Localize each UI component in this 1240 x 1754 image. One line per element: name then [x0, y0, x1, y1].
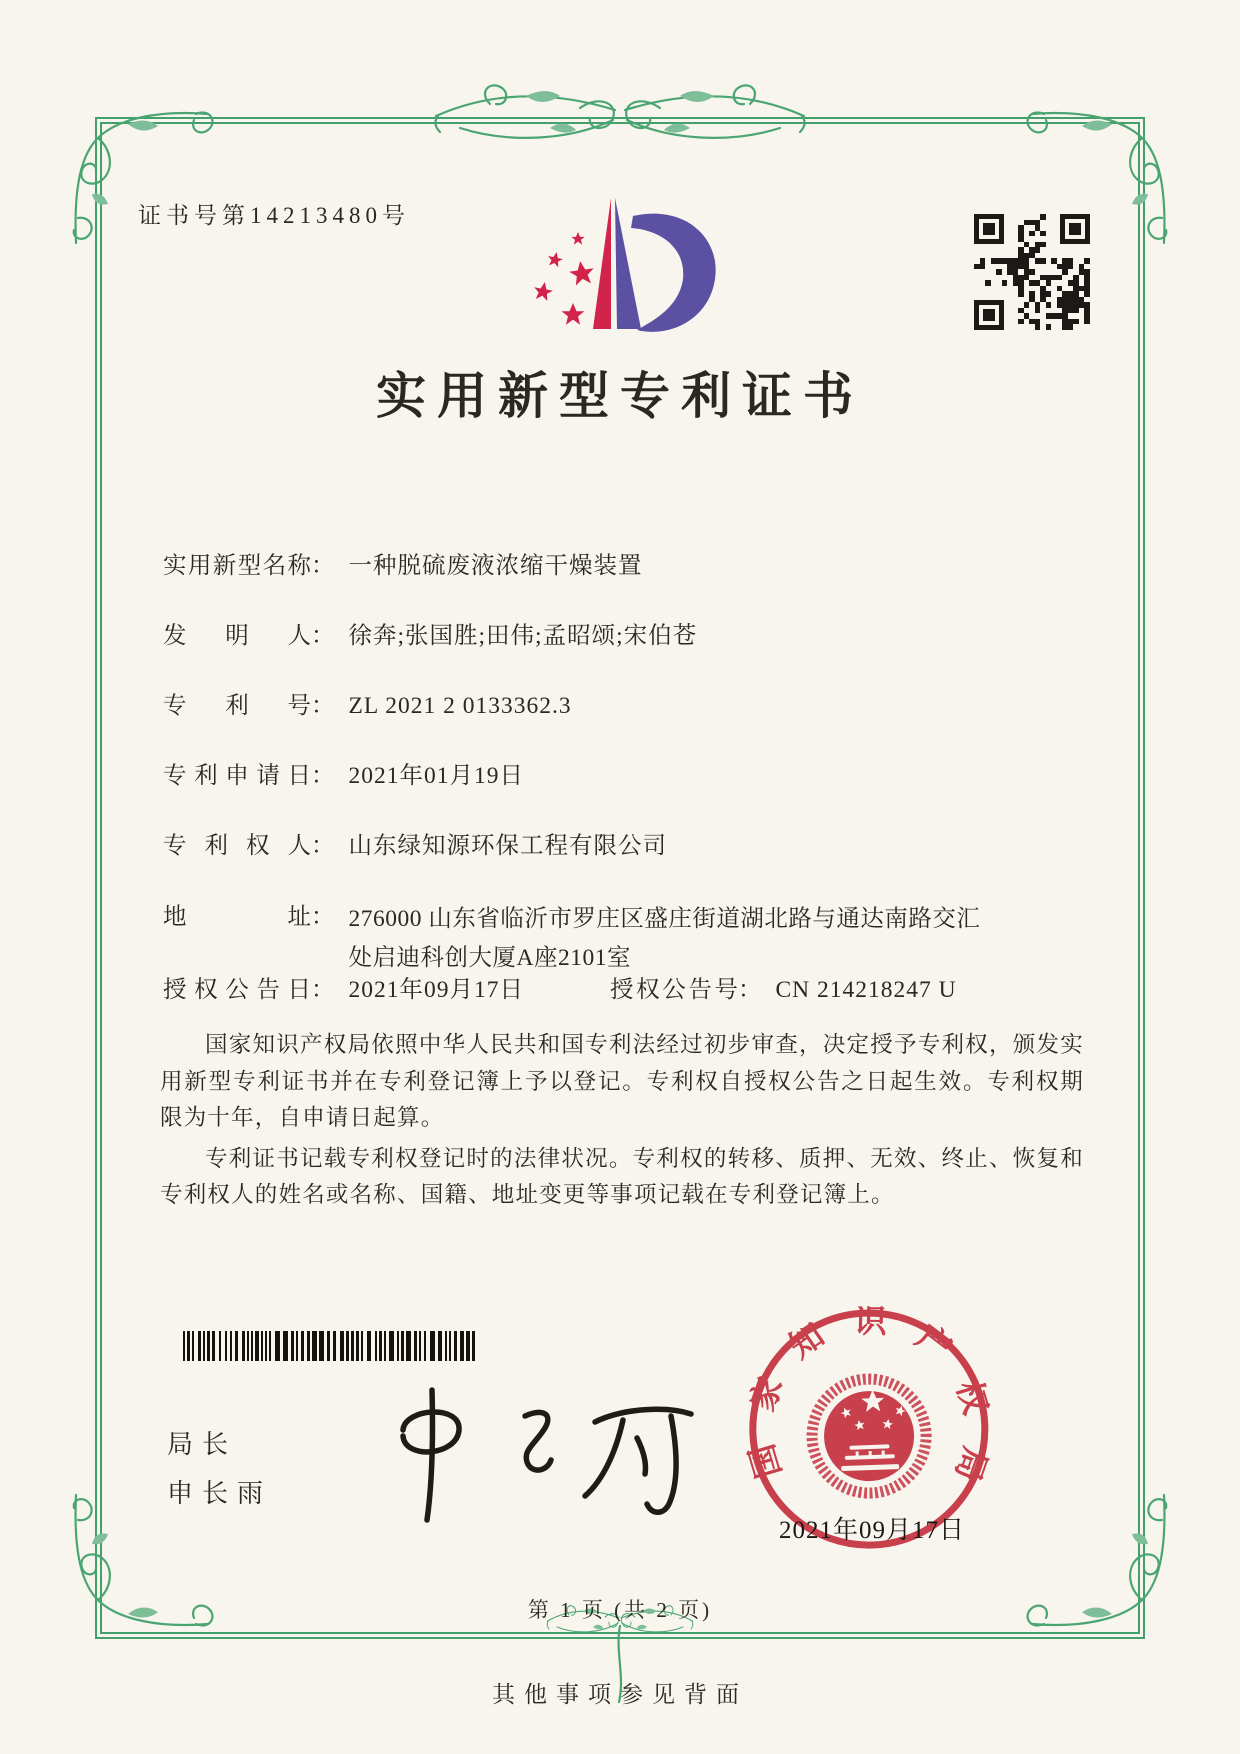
- legal-text: [160, 1027, 1084, 1218]
- seal-text: 国家知识产权局: [744, 1303, 994, 1488]
- field-label: 专利权人: [163, 833, 311, 859]
- field-value: 2021年09月17日: [348, 977, 524, 1003]
- field-label: 授权公告号: [610, 977, 738, 1003]
- field-colon: ：: [311, 977, 335, 1003]
- qr-finder-icon: [974, 300, 1004, 330]
- field-filing-date: [163, 759, 524, 793]
- field-label: 发明人: [163, 623, 311, 649]
- qr-code: [974, 214, 1090, 330]
- field-utility-model-name: [163, 549, 643, 583]
- field-inventors: [163, 619, 697, 653]
- certificate-number: 证书号第14213480号: [138, 203, 410, 228]
- field-value: 2021年01月19日: [348, 763, 524, 789]
- field-label: 专利申请日: [163, 763, 311, 789]
- field-colon: ：: [311, 553, 335, 579]
- cnipa-logo-icon: [455, 182, 735, 342]
- field-value: 徐奔;张国胜;田伟;孟昭颂;宋伯苍: [348, 623, 698, 649]
- director-signature: [375, 1378, 715, 1538]
- field-value: 一种脱硫废液浓缩干燥装置: [348, 553, 643, 579]
- field-patent-number: [163, 689, 572, 723]
- field-label: 实用新型名称: [163, 553, 311, 579]
- director-block: [167, 1420, 272, 1518]
- field-colon: ：: [311, 763, 335, 789]
- field-colon: ：: [311, 623, 335, 649]
- seal-date: 2021年09月17日: [778, 1517, 965, 1544]
- field-patentee: [163, 829, 667, 863]
- field-colon: ：: [311, 833, 335, 859]
- field-grant-row: [163, 973, 957, 1007]
- field-value: CN 214218247 U: [775, 977, 957, 1003]
- certificate-title: 实用新型专利证书: [376, 368, 864, 424]
- field-value: 276000 山东省临沂市罗庄区盛庄街道湖北路与通达南路交汇处启迪科创大厦A座2101室: [348, 906, 981, 971]
- legal-paragraph: 国家知识产权局依照中华人民共和国专利法经过初步审查，决定授予专利权，颁发实用新型专利证书并在专利登记簿上予以登记。专利权自授权公告之日起生效。专利权期限为十年，自申请日起算。: [160, 1032, 1084, 1130]
- legal-paragraph: 专利证书记载专利权登记时的法律状况。专利权的转移、质押、无效、终止、恢复和专利权人的姓名或名称、国籍、地址变更等事项记载在专利登记簿上。: [160, 1145, 1084, 1207]
- field-colon: ：: [738, 977, 762, 1003]
- field-label: 授权公告日: [163, 977, 311, 1003]
- field-value: ZL 2021 2 0133362.3: [348, 693, 572, 719]
- field-address: [163, 900, 989, 978]
- barcode: [183, 1331, 493, 1361]
- field-label: 专利号: [163, 693, 311, 719]
- field-label: 地址: [163, 904, 311, 930]
- top-center-flourish-icon: [430, 70, 810, 158]
- field-value: 山东绿知源环保工程有限公司: [348, 833, 667, 859]
- qr-finder-icon: [1060, 214, 1090, 244]
- qr-finder-icon: [974, 214, 1004, 244]
- director-name: 申长雨: [167, 1479, 273, 1508]
- director-title: 局长: [167, 1430, 238, 1459]
- field-grant-number: [610, 973, 957, 1007]
- back-note: 其他事项参见背面: [492, 1682, 748, 1707]
- field-colon: ：: [311, 904, 335, 930]
- page-number: 第 1 页 (共 2 页): [527, 1598, 713, 1622]
- field-colon: ：: [311, 693, 335, 719]
